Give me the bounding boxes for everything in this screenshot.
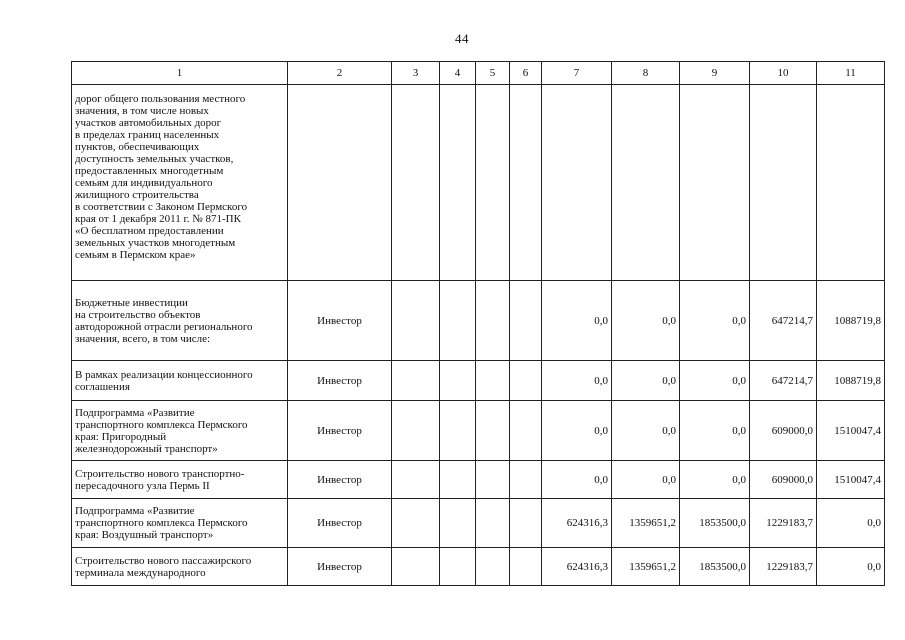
row-name-line: «О бесплатном предоставлении [75,225,224,237]
page-number: 44 [455,31,469,46]
value-cell-col11: 1088719,8 [817,281,885,361]
value-cell-col8: 1359651,2 [612,499,680,548]
row-name-line: жилищного строительства [75,189,199,201]
table-row [72,281,885,361]
value-cell-col10: 647214,7 [750,361,817,401]
value-cell-col11 [817,85,885,281]
row-name-cell [72,281,288,361]
empty-cell [440,281,476,361]
empty-cell [392,361,440,401]
row-name-line: участков автомобильных дорог [75,117,222,129]
column-header: 1 [72,62,288,85]
empty-cell [476,401,510,461]
value-cell-col9: 0,0 [680,461,750,499]
value-cell-col8: 0,0 [612,461,680,499]
row-name-line: терминала международного [75,566,206,579]
row-name-line: железнодорожный транспорт» [75,442,218,455]
value-cell-col11: 1510047,4 [817,401,885,461]
row-name-line: предоставленных многодетным [75,165,224,177]
value-cell-col7 [542,85,612,281]
row-name-line: в пределах границ населенных [75,129,220,141]
row-name-line: семьям в Пермском крае» [75,249,196,261]
empty-cell [476,461,510,499]
empty-cell [510,85,542,281]
row-name-cell [72,85,288,281]
empty-cell [476,548,510,586]
value-cell-col11: 1510047,4 [817,461,885,499]
row-name-line: соглашения [75,380,130,393]
value-cell-col9: 1853500,0 [680,548,750,586]
value-cell-col11: 0,0 [817,499,885,548]
empty-cell [476,361,510,401]
column-header: 3 [392,62,440,85]
row-name-line: транспортного комплекса Пермского [75,418,248,431]
value-cell-col9: 0,0 [680,401,750,461]
row-name-line: Строительство нового транспортно- [75,467,245,480]
table-row [72,461,885,499]
row-name-line: автодорожной отрасли регионального [75,320,253,333]
value-cell-col7: 624316,3 [542,548,612,586]
row-name-line: дорог общего пользования местного [75,93,246,105]
empty-cell [392,401,440,461]
row-name-line: пунктов, обеспечивающих [75,141,200,153]
row-name-cell [72,461,288,499]
column-header: 4 [440,62,476,85]
value-cell-col7: 0,0 [542,401,612,461]
empty-cell [440,461,476,499]
value-cell-col8: 1359651,2 [612,548,680,586]
column-number-row [72,62,885,85]
value-cell-col9: 0,0 [680,281,750,361]
row-name-line: транспортного комплекса Пермского [75,517,248,529]
value-cell-col10: 1229183,7 [750,499,817,548]
row-name-line: края от 1 декабря 2011 г. № 871-ПК [75,213,241,225]
value-cell-col10 [750,85,817,281]
column-header: 9 [680,62,750,85]
value-cell-col9: 0,0 [680,361,750,401]
table-row [72,361,885,401]
value-cell-col10: 1229183,7 [750,548,817,586]
empty-cell [392,281,440,361]
column-header: 6 [510,62,542,85]
table-row [72,548,885,586]
row-name-line: Бюджетные инвестиции [75,296,188,309]
row-name-line: В рамках реализации концессионного [75,368,253,381]
value-cell-col11: 1088719,8 [817,361,885,401]
row-name-line: Подпрограмма «Развитие [75,505,195,517]
empty-cell [392,548,440,586]
table-row [72,499,885,548]
column-header: 11 [817,62,885,85]
empty-cell [392,461,440,499]
empty-cell [510,548,542,586]
column-header: 2 [288,62,392,85]
responsible-cell: Инвестор [288,548,392,586]
responsible-cell [288,85,392,281]
value-cell-col8: 0,0 [612,401,680,461]
table-row [72,85,885,281]
empty-cell [510,281,542,361]
value-cell-col7: 0,0 [542,461,612,499]
value-cell-col9 [680,85,750,281]
row-name-line: земельных участков многодетным [75,237,236,249]
responsible-cell: Инвестор [288,499,392,548]
row-name-line: на строительство объектов [75,308,201,321]
empty-cell [440,548,476,586]
value-cell-col8: 0,0 [612,281,680,361]
row-name-line: семьям для индивидуального [75,177,213,189]
empty-cell [392,499,440,548]
empty-cell [476,85,510,281]
investment-table [71,61,885,586]
row-name-line: в соответствии с Законом Пермского [75,201,248,213]
value-cell-col7: 0,0 [542,281,612,361]
row-name-line: Подпрограмма «Развитие [75,406,195,419]
empty-cell [510,361,542,401]
empty-cell [440,499,476,548]
value-cell-col10: 647214,7 [750,281,817,361]
empty-cell [510,401,542,461]
column-header: 10 [750,62,817,85]
responsible-cell: Инвестор [288,361,392,401]
value-cell-col7: 624316,3 [542,499,612,548]
empty-cell [476,499,510,548]
table-row [72,401,885,461]
responsible-cell: Инвестор [288,281,392,361]
value-cell-col8: 0,0 [612,361,680,401]
empty-cell [510,461,542,499]
empty-cell [476,281,510,361]
row-name-cell [72,499,288,548]
empty-cell [392,85,440,281]
empty-cell [440,85,476,281]
value-cell-col11: 0,0 [817,548,885,586]
value-cell-col8 [612,85,680,281]
row-name-cell [72,401,288,461]
row-name-line: значения, всего, в том числе: [75,332,211,345]
row-name-cell [72,361,288,401]
empty-cell [510,499,542,548]
value-cell-col10: 609000,0 [750,461,817,499]
row-name-line: края: Пригородный [75,430,167,443]
column-header: 7 [542,62,612,85]
empty-cell [440,361,476,401]
row-name-line: края: Воздушный транспорт» [75,529,214,541]
row-name-line: значения, в том числе новых [75,105,209,117]
responsible-cell: Инвестор [288,401,392,461]
column-header: 8 [612,62,680,85]
row-name-line: доступность земельных участков, [75,153,234,165]
value-cell-col7: 0,0 [542,361,612,401]
value-cell-col10: 609000,0 [750,401,817,461]
column-header: 5 [476,62,510,85]
row-name-cell [72,548,288,586]
empty-cell [440,401,476,461]
responsible-cell: Инвестор [288,461,392,499]
row-name-line: Строительство нового пассажирского [75,554,252,567]
value-cell-col9: 1853500,0 [680,499,750,548]
row-name-line: пересадочного узла Пермь II [75,479,210,492]
